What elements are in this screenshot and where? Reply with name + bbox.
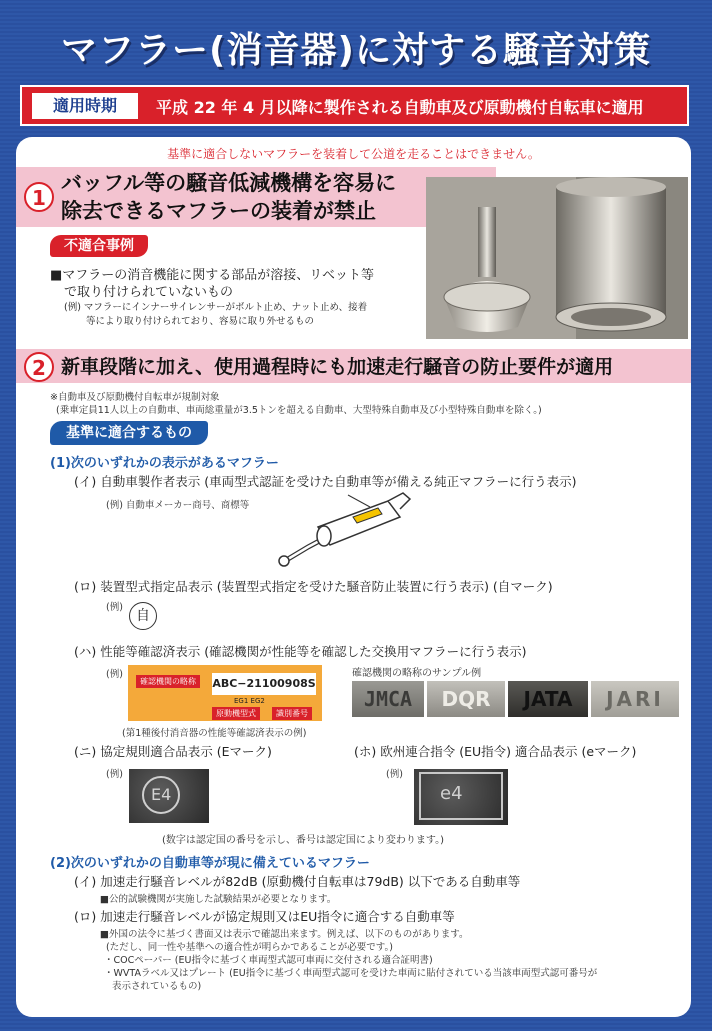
small-e-mark-image xyxy=(414,769,508,825)
muffler-photo-illustration xyxy=(426,177,688,339)
group1-ho-label: (ホ) 欧州連合指令 (EU指令) 適合品表示 (eマーク) xyxy=(354,744,637,759)
group1-i-label: (イ) 自動車製作者表示 (車両型式認証を受けた自動車等が備える純正マフラーに行う表示) xyxy=(74,474,577,489)
sample-plate-1: JMCA xyxy=(352,681,424,717)
section1-title-line1: バッフル等の騒音低減機構を容易に xyxy=(61,171,397,195)
group2-i-label: (イ) 加速走行騒音レベルが82dB (原動機付自転車は79dB) 以下である自動車等 xyxy=(74,874,521,889)
section1-title-line2: 除去できるマフラーの装着が禁止 xyxy=(61,199,376,223)
period-text: 平成 22 年 4 月以降に製作される自動車及び原動機付自転車に適用 xyxy=(156,98,644,117)
section2-number: 2 xyxy=(24,352,54,382)
id-number-label: 識別番号 xyxy=(272,707,312,720)
section1-example-line2: 等により取り付けられており、容易に取り外せるもの xyxy=(86,316,315,327)
performance-sub: EG1 EG2 xyxy=(234,697,265,705)
samples-heading: 確認機関の略称のサンプル例 xyxy=(352,668,482,679)
section1-title xyxy=(61,169,396,225)
group2-ro-label: (ロ) 加速走行騒音レベルが協定規則又はEU指令に適合する自動車等 xyxy=(74,909,455,924)
sample-plate-3: JATA xyxy=(508,681,588,717)
section1-item-line2: で取り付けられていないもの xyxy=(64,285,234,300)
group2-ro-note5: 表示されているもの) xyxy=(112,981,202,992)
page-title: マフラー(消音器)に対する騒音対策 xyxy=(61,30,651,71)
group1-ha-example: (例) xyxy=(106,669,123,680)
period-tag: 適用時期 xyxy=(32,93,138,119)
notice-text: 基準に適合しないマフラーを装着して公道を走ることはできません。 xyxy=(167,147,540,161)
section2-note-line1: ※自動車及び原動機付自転車が規制対象 xyxy=(50,392,220,403)
engine-type-label: 原動機型式 xyxy=(212,707,260,720)
group2-i-note: ■公的試験機関が実施した試験結果が必要となります。 xyxy=(100,894,337,905)
section1-item-line1: ■マフラーの消音機能に関する部品が溶接、リベット等 xyxy=(50,268,375,283)
mark-note: (数字は認定国の番号を示し、番号は認定国により変わります。) xyxy=(162,835,445,846)
ji-mark: 自 xyxy=(129,602,157,630)
application-period-bar xyxy=(20,85,689,126)
group2-ro-note3: ・COCペーパー (EU指令に基づく車両型式認可車両に交付される適合証明書) xyxy=(104,955,433,966)
group1-ni-label: (ニ) 協定規則適合品表示 (Eマーク) xyxy=(74,744,272,759)
sample-plate-2: DQR xyxy=(427,681,505,717)
performance-label-example xyxy=(128,665,322,721)
section1-number: 1 xyxy=(24,182,54,212)
group2-heading: (2)次のいずれかの自動車等が現に備えているマフラー xyxy=(50,856,370,871)
muffler-drawing xyxy=(278,487,428,569)
group2-ro-note2: (ただし、同一性や基準への適合性が明らかであることが必要です。) xyxy=(106,942,393,953)
group1-ro-example: (例) xyxy=(106,602,123,613)
group1-ha-label: (ハ) 性能等確認済表示 (確認機関が性能等を確認した交換用マフラーに行う表示) xyxy=(74,644,527,659)
e-mark-text: E4 xyxy=(151,785,172,804)
compliant-badge: 基準に適合するもの xyxy=(50,421,208,445)
group1-ni-example: (例) xyxy=(106,769,123,780)
section2-note-line2: (乗車定員11人以上の自動車、車両総重量が3.5トンを超える自動車、大型特殊自動車及び小型特殊自動車を除く。) xyxy=(56,405,542,416)
group1-ro-label: (ロ) 装置型式指定品表示 (装置型式指定を受けた騒音防止装置に行う表示) (自マーク) xyxy=(74,579,553,594)
sample-plate-4: JARI xyxy=(591,681,679,717)
e-mark-image xyxy=(129,769,209,823)
group1-ha-caption: (第1種後付消音器の性能等確認済表示の例) xyxy=(122,728,307,739)
org-abbr-label: 確認機関の略称 xyxy=(136,675,200,688)
section2-title: 新車段階に加え、使用過程時にも加速走行騒音の防止要件が適用 xyxy=(61,356,614,378)
group1-ho-example: (例) xyxy=(386,769,403,780)
content-panel xyxy=(16,137,691,1017)
performance-code: ABC−21100908S xyxy=(212,673,316,695)
noncompliant-badge: 不適合事例 xyxy=(50,235,148,257)
group1-i-example: (例) 自動車メーカー商号、商標等 xyxy=(106,500,250,511)
small-e-mark-text: e4 xyxy=(440,783,463,804)
group2-ro-note1: ■外国の法令に基づく書面又は表示で確認出来ます。例えば、以下のものがあります。 xyxy=(100,929,469,940)
group2-ro-note4: ・WVTAラベル又はプレート (EU指令に基づく車両型式認可を受けた車両に貼付されている当該車両型式認可番号が xyxy=(104,968,598,979)
muffler-photo xyxy=(426,177,688,339)
group1-heading: (1)次のいずれかの表示があるマフラー xyxy=(50,456,279,471)
section1-example-line1: (例) マフラーにインナーサイレンサーがボルト止め、ナット止め、接着 xyxy=(64,302,368,313)
